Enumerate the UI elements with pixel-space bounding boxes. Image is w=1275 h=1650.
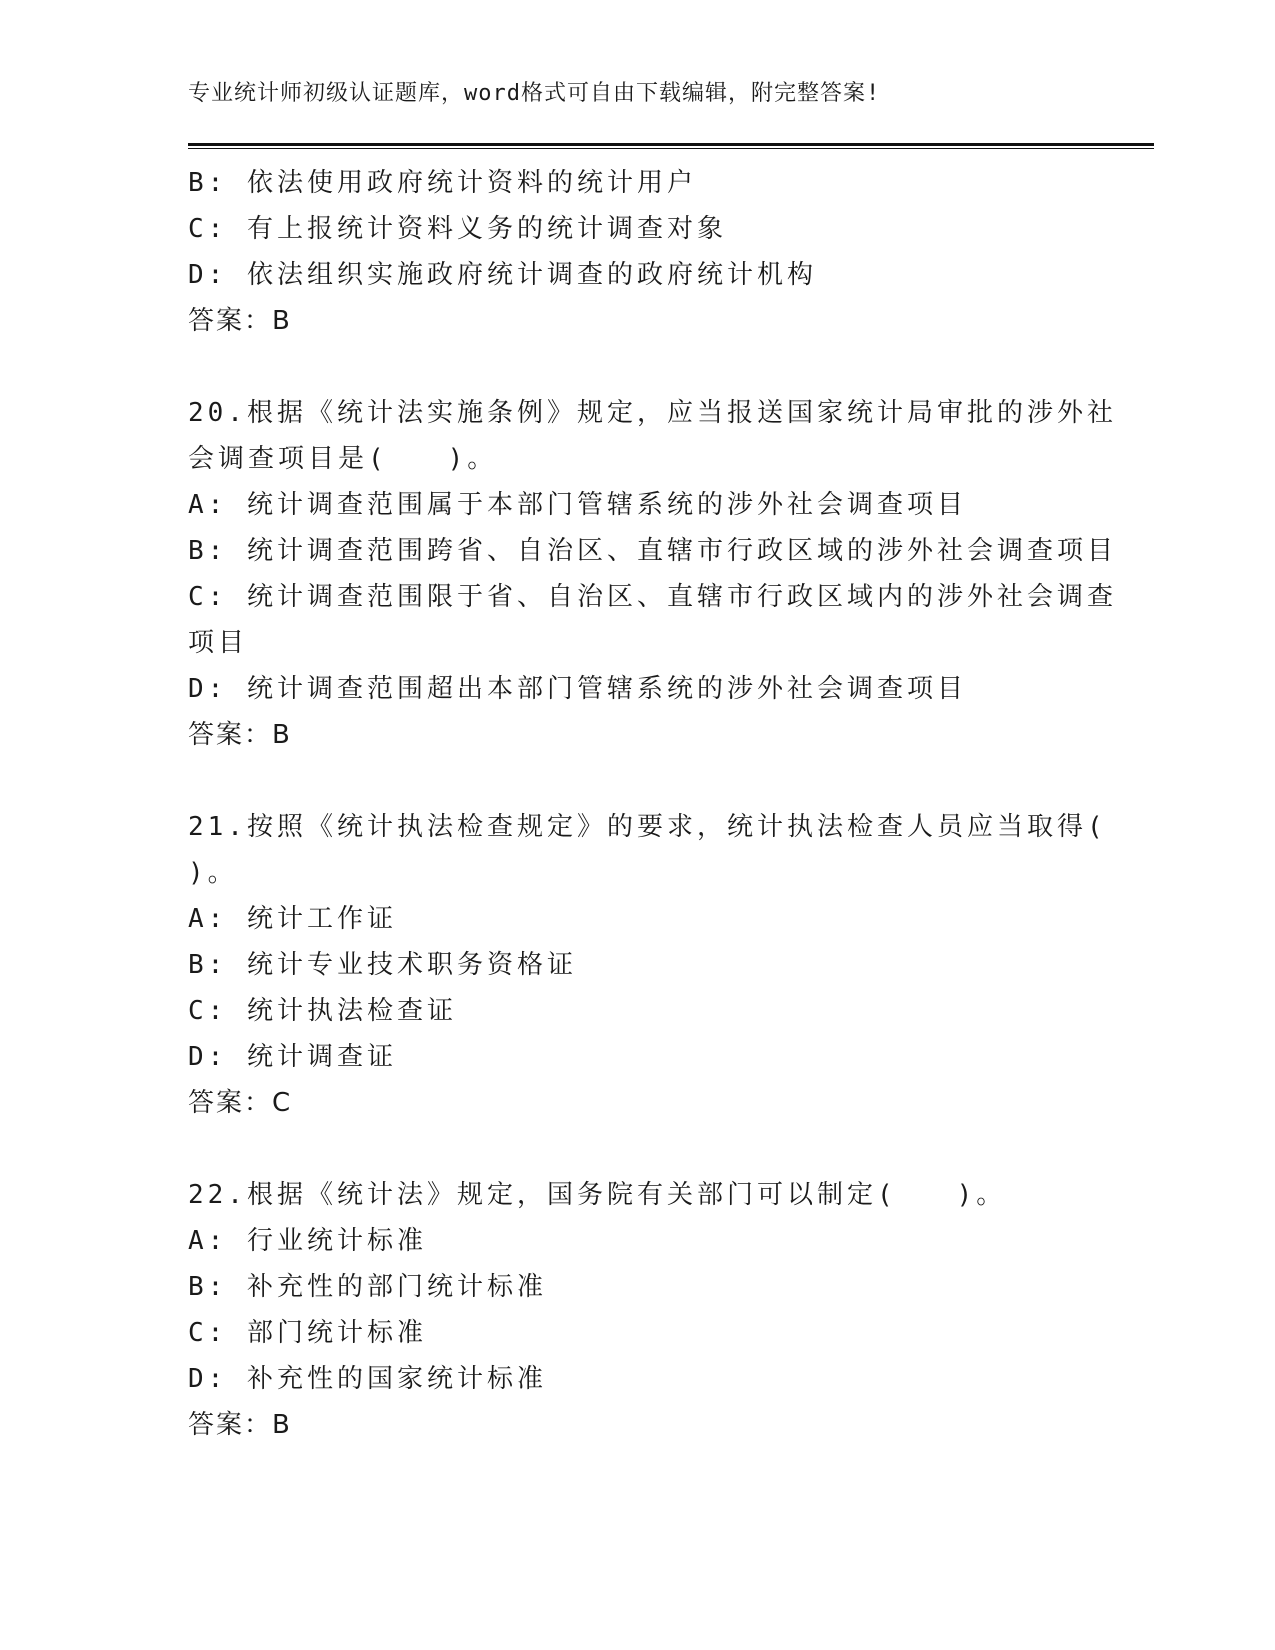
q22-stem-line1: 22.根据《统计法》规定，国务院有关部门可以制定( )。	[188, 1180, 1007, 1210]
q21-option-d: D: 统计调查证	[188, 1042, 397, 1072]
q20-option-b: B: 统计调查范围跨省、自治区、直辖市行政区域的涉外社会调查项目	[188, 536, 1117, 566]
header-divider-thin	[188, 148, 1154, 149]
q19-option-c: C: 有上报统计资料义务的统计调查对象	[188, 214, 727, 244]
q19-answer: 答案：B	[188, 306, 292, 336]
question-20	[188, 390, 1117, 758]
q22-option-c: C: 部门统计标准	[188, 1318, 427, 1348]
q20-stem-line1: 20.根据《统计法实施条例》规定，应当报送国家统计局审批的涉外社	[188, 398, 1117, 428]
q22-option-b: B: 补充性的部门统计标准	[188, 1272, 547, 1302]
q21-answer: 答案：C	[188, 1088, 293, 1118]
q20-answer: 答案：B	[188, 720, 292, 750]
spacer	[188, 758, 1068, 804]
q20-option-c-line1: C: 统计调查范围限于省、自治区、直辖市行政区域内的涉外社会调查	[188, 582, 1117, 612]
q20-option-c-line2: 项目	[188, 628, 249, 658]
q20-stem-line2: 会调查项目是( )。	[188, 444, 498, 474]
q22-option-d: D: 补充性的国家统计标准	[188, 1364, 547, 1394]
q21-option-a: A: 统计工作证	[188, 904, 397, 934]
q19-option-d: D: 依法组织实施政府统计调查的政府统计机构	[188, 260, 817, 290]
q21-stem-line2: )。	[188, 858, 238, 888]
question-content	[188, 160, 1117, 1448]
header-divider	[188, 143, 1154, 149]
q22-option-a: A: 行业统计标准	[188, 1226, 427, 1256]
question-19-tail	[188, 160, 1068, 344]
q21-option-c: C: 统计执法检查证	[188, 996, 457, 1026]
question-22	[188, 1172, 1068, 1448]
page-header-title: 专业统计师初级认证题库，word格式可自由下载编辑，附完整答案!	[188, 81, 881, 106]
q21-option-b: B: 统计专业技术职务资格证	[188, 950, 577, 980]
q19-option-b: B: 依法使用政府统计资料的统计用户	[188, 168, 697, 198]
spacer	[188, 1126, 1068, 1172]
q21-stem-line1: 21.按照《统计执法检查规定》的要求，统计执法检查人员应当取得(	[188, 812, 1107, 842]
q20-option-a: A: 统计调查范围属于本部门管辖系统的涉外社会调查项目	[188, 490, 967, 520]
question-21	[188, 804, 1107, 1126]
q20-option-d: D: 统计调查范围超出本部门管辖系统的涉外社会调查项目	[188, 674, 967, 704]
spacer	[188, 344, 1068, 390]
header-divider-thick	[188, 143, 1154, 146]
q22-answer: 答案：B	[188, 1410, 292, 1440]
